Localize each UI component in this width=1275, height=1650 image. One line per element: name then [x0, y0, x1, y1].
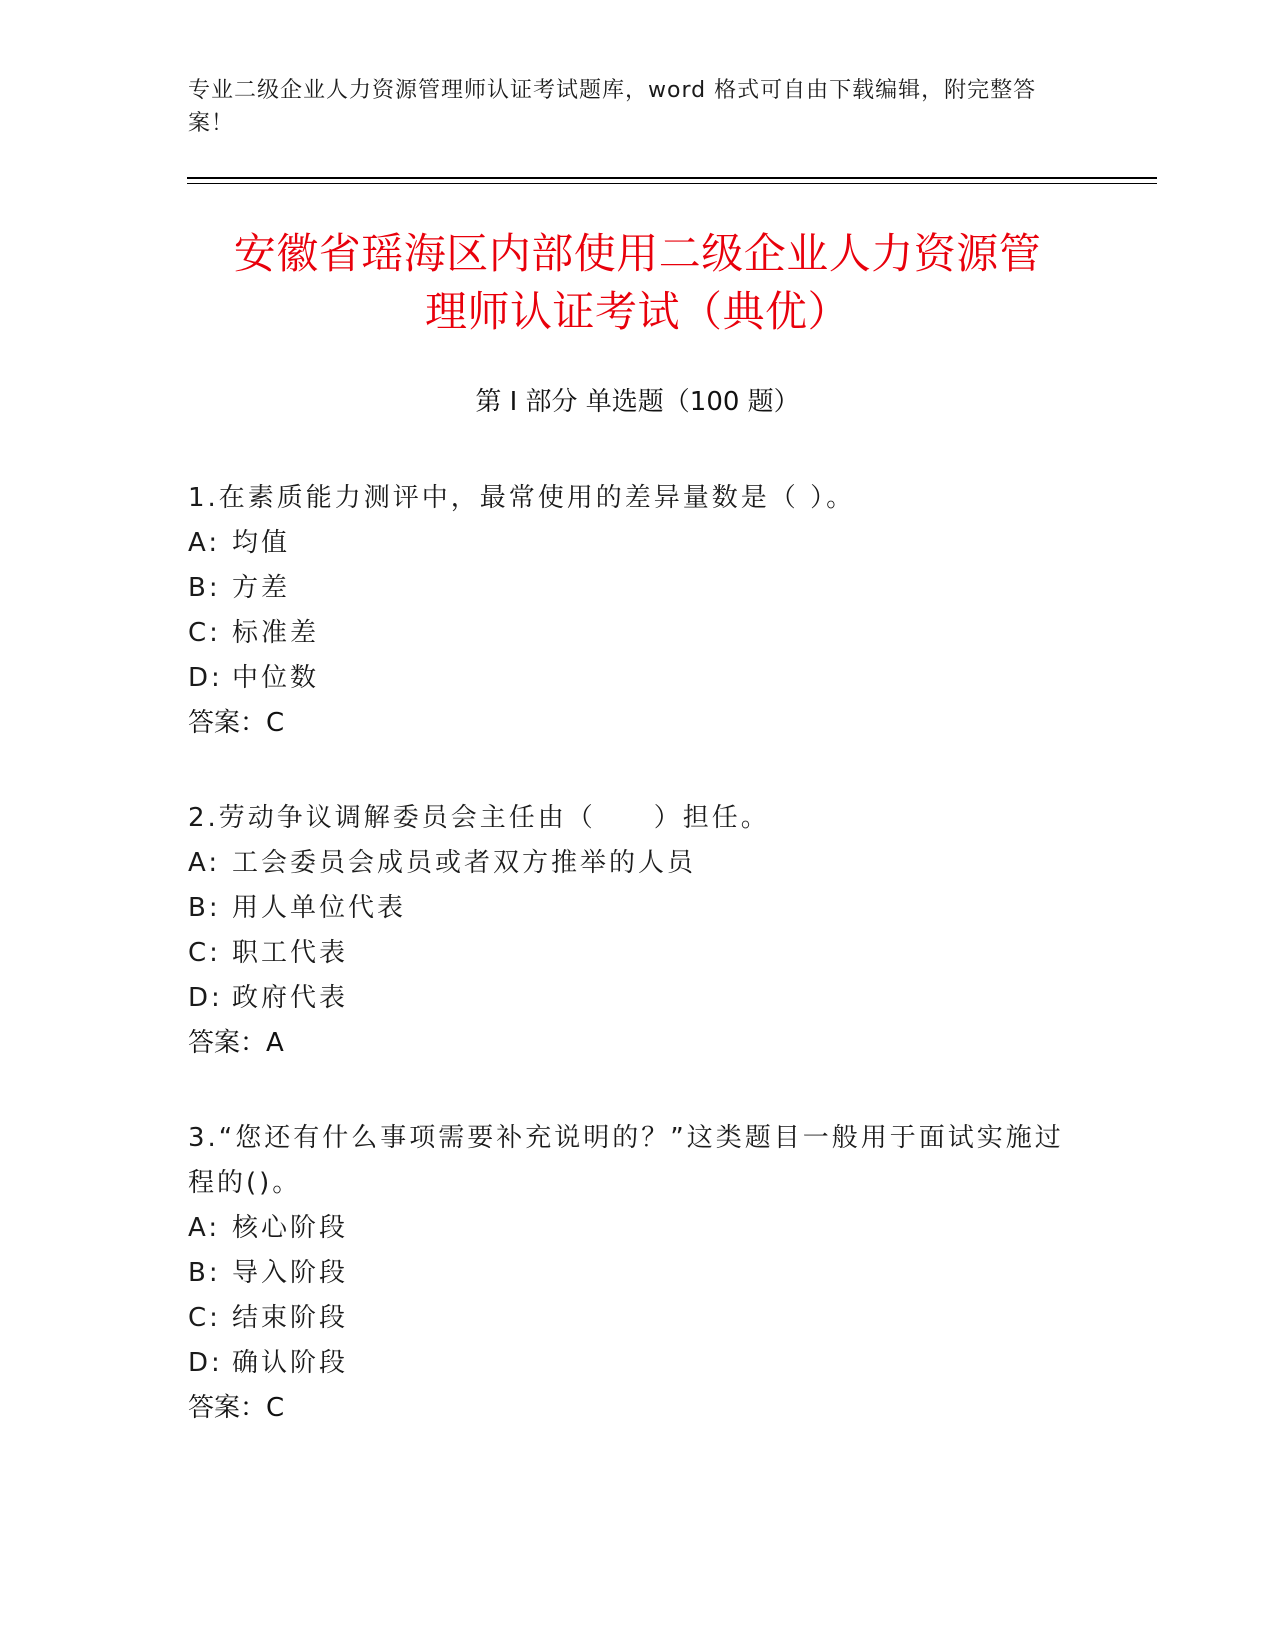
option-d	[188, 656, 1088, 701]
question-2	[188, 796, 1088, 1066]
option-c	[188, 611, 1088, 656]
option-text: 标准差	[232, 618, 320, 648]
option-letter: D:	[188, 663, 223, 693]
header-divider-thin	[187, 183, 1157, 184]
answer-line: 答案：C	[188, 708, 285, 738]
document-title-line-1: 安徽省瑶海区内部使用二级企业人力资源管	[233, 229, 1042, 278]
option-text: 导入阶段	[232, 1258, 349, 1288]
document-title-line-2: 理师认证考试（典优）	[424, 287, 850, 336]
question-stem: 3.“您还有什么事项需要补充说明的？”这类题目一般用于面试实施过程的()。	[188, 1123, 1064, 1198]
option-text: 结束阶段	[232, 1303, 349, 1333]
option-text: 确认阶段	[232, 1348, 349, 1378]
question-1	[188, 476, 1088, 746]
option-b	[188, 1251, 1088, 1296]
option-text: 政府代表	[232, 983, 349, 1013]
option-c	[188, 931, 1088, 976]
option-letter: B:	[188, 893, 221, 923]
option-a	[188, 521, 1088, 566]
option-a	[188, 841, 1088, 886]
question-list	[188, 476, 1088, 1481]
document-title	[150, 225, 1125, 341]
option-letter: B:	[188, 573, 221, 603]
option-letter: D:	[188, 983, 223, 1013]
option-letter: C:	[188, 938, 221, 968]
section-title: 第 I 部分 单选题（100 题）	[475, 387, 800, 417]
option-text: 均值	[232, 528, 291, 558]
header-note: 专业二级企业人力资源管理师认证考试题库，word 格式可自由下载编辑，附完整答案！	[188, 78, 1037, 136]
option-text: 职工代表	[232, 938, 349, 968]
option-letter: B:	[188, 1258, 221, 1288]
option-text: 用人单位代表	[232, 893, 407, 923]
header-divider-thick	[187, 177, 1157, 179]
option-letter: D:	[188, 1348, 223, 1378]
option-c	[188, 1296, 1088, 1341]
option-text: 方差	[232, 573, 291, 603]
option-letter: C:	[188, 618, 221, 648]
option-b	[188, 886, 1088, 931]
answer-line: 答案：A	[188, 1028, 284, 1058]
option-d	[188, 976, 1088, 1021]
option-b	[188, 566, 1088, 611]
option-text: 工会委员会成员或者双方推举的人员	[232, 848, 697, 878]
question-stem: 2.劳动争议调解委员会主任由（ ）担任。	[188, 803, 770, 833]
answer-line: 答案：C	[188, 1393, 285, 1423]
question-stem: 1.在素质能力测评中，最常使用的差异量数是（ ）。	[188, 483, 856, 513]
option-d	[188, 1341, 1088, 1386]
option-letter: C:	[188, 1303, 221, 1333]
option-text: 中位数	[232, 663, 320, 693]
option-letter: A:	[188, 1213, 221, 1243]
option-text: 核心阶段	[232, 1213, 349, 1243]
option-letter: A:	[188, 528, 221, 558]
option-letter: A:	[188, 848, 221, 878]
question-3	[188, 1116, 1088, 1431]
option-a	[188, 1206, 1088, 1251]
